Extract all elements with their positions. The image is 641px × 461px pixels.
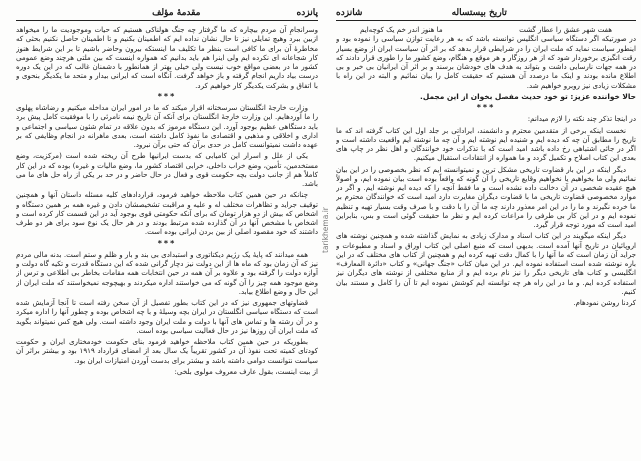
- paragraph: چنانکه در حین همین کتاب ملاحظه خواهید فرمود، قراردادهای کلیه مسئله داستان آنها و همچنین توقیف جراید و تظاهرات مختلف له و علیه و مراقبت تشخیصشان دادن و غیره همه بر همین دستگاه و اشخاص که بیش از دو هزار تومان که برای آنکه حکومتی قوی بوجود آید در این قسمت کار کرده است و اشخاص با مشخص آنها در آن گذارده شده مرتبط بودند و در هر حال یک نوع سود برای هر دو طرف داشتند که خود مقصود اصلی از بین بردن ایرانی بوده است.: [16, 190, 318, 237]
- paragraph: قضاوتهای جمهوری نیز که در این کتاب بطور تفصیل از آن سخن رفته است تا آنجا آزمایش شده است که دستگاه سیاسی انگلستان در ایران بچه وسیلهٔ و با چه اشخاص بوده و چطور آنها را اداره میکرد و در آن رشته ها و تماس های آنها با دولت و ملت ایران وجود داشته است. ولی هیچ کس نمیتواند بگوید که ملت ایران آن روزها نیز در حال فعالیت سیاسی بوده است.: [16, 298, 318, 335]
- bold-line: حالا خواننده عزیز: تو خود حدیث مفصل بخوان از این مجمل.: [420, 91, 636, 101]
- section-separator: ***: [157, 91, 177, 101]
- left-page: [16, 6, 318, 455]
- paragraph: بطوریکه در حین همین کتاب ملاحظه خواهید فرمود بنای حکومت خودمختاری ایران و حکومت کودتای کمیته تحت نفوذ آن در کشور تقریباً یک سال بعد از امضای قرارداد ۱۹۱۹ بود و بیشتر براثر آن سیاست نتوانست دوامی داشته باشد و بیشتر برای بدست آوردن امتیازات ایران بود.: [16, 337, 318, 365]
- paragraph: یکی از علل و اسرار این کامیابی که بدست ایرانیها طرح آن ریخته شده است (مرکزیت، وضع مستخدمین، تأمین، وضع خراب داخلی، خرابی اقتصاد کشور ما، وضع مالیات و غیره) بوده که در این کار کاملاً هم از جانب دولت بچه حکومت قوی و فعال در حال حاضر و در حد بر یکی از راه حل های ما می باشد.: [16, 151, 318, 188]
- poem-verse: [336, 25, 636, 34]
- right-page: [336, 6, 636, 455]
- right-page-title: تاریخ بیستساله: [451, 8, 507, 18]
- right-page-header: [336, 6, 636, 21]
- paragraph: در صورتیکه اگر دستگاه سیاسی انگلیس توانسته باشد که به هر رعایت توازن سیاسی را نموده بود و اینطور سیاست نماید که ملت ایران را در شرایطی قرار بدهد که بر اثر آن سیاست ایران از وضع بسیار رقت انگیزی برخوردار شود که از هر روزگار و هر موقع و هنگام، وضع کشور ما را طوری قرار دادند که در همه جهات نارسایی داشت و بتواند به هدف های خودشان برسند و بر اثر آن ایرانیان بی خبر و بی اطلاع مانده بودند و اینک ما درصدد آن هستیم که حقیقت کامل را بیان نمائیم و البته در این راه با مشکلات زیادی نیز روبرو خواهیم شد.: [336, 34, 636, 90]
- paragraph: نخست اینکه برخی از متقدمین محترم و دانشمند، ایراداتی بر جلد اول این کتاب گرفته اند که ما تاریخ را مطابق آن چه که دیده ایم و شنیده ایم نوشته ایم و آن چه ما نوشته ایم واقعیت داشته است و اگر در جائی اشتباهی رخ داده باشد امید است که با تذکرات خود خوانندگان و اهل نظر در چاپ های بعدی این کتاب اصلاح و تکمیل گردد و ما همواره از انتقادات استقبال میکنیم.: [336, 125, 636, 163]
- right-page-number: شانزده: [336, 8, 363, 18]
- footnote-line: از بیت اینست، بقول عارف معروف مولوی بلخی:: [174, 366, 318, 376]
- section-separator: ***: [476, 103, 496, 112]
- left-page-title: مقدمهٔ مؤلف: [152, 8, 201, 18]
- section-separator: ***: [157, 238, 177, 248]
- verse-hemistich-1: هفت شهر عشق را عطار گشت: [519, 25, 612, 34]
- paragraph: کردنا روشن نمودهام.: [573, 298, 636, 307]
- right-page-body: [336, 25, 636, 307]
- verse-hemistich-2: ما هنوز اندر خم یک کوچه‌ایم: [360, 25, 443, 34]
- paragraph: دیگر اینکه میگویند در این کتاب اسناد و مدارک زیادی به نمایش گذاشته شده و همچنین نوشته های اروپائیان در تاریخ آنها آمده است. بدیهی است که منبع اصلی این کتاب اوراق و اسناد و مطبوعات و جراید آن زمان است که ما آنها را با کمال دقت تهیه کرده ایم و همچنین از کتاب های مختلف که در این باره نوشته شده است استفاده نموده ایم. در این میان کتاب «جنگ جهانی» و کتاب «دائرة المعارف» انگلیسی و کتاب های تاریخی دیگر را نیز نام برده ایم و از منابع مختلفی از نوشته های دیگران نیز استفاده کرده ایم. و ما در این راه هر چه توانسته ایم کوشش نموده ایم تا آن را کامل و مستند بیان کنیم.: [336, 231, 636, 296]
- paragraph: همه میدانند که پایهٔ یک رژیم دیکتاتوری و استبدادی بی بند و بار و ظلم و ستم است. بدنه مالی مردم نیز که آن زمان بود که ماه ها از این دولت نیز دچار گرانی شده که این دستگاه قدرت و تکیه گاه دولت و آوازه دولت را گرفته بود و علاوه بر آن همه در حین انتخابات همه مقامات بخاطر بی اطلاعی و ترس از وضع موجود همه چیز را آن گونه که می خواستند اداره میکردند و بهیچوجه نمیخواستند که ملت ایران از این حال و وضع اطلاع بیابد.: [16, 249, 318, 296]
- paragraph: دیگر اینکه در این بار قضاوت تاریخی مشکل ترین و نمیتوانسته ایم که نظر بخصوصی را در این بیان نمائیم ولی ما بخواهیم یا نخواهیم وقایع تاریخی را آن گونه که واقعاً بوده است بیان نموده ایم، و اصولاً هیچ عقیده شخصی در آن دخالت داده نشده است و ما فقط آنچه را که دیده ایم نوشته ایم. و اگر در موارد مخصوصی قضاوت تاریخی ما با قضاوت دیگران مغایرت دارد امید است که خوانندگان محترم بر ما خرده نگیرند و ما را در این امر معذور دارند چه ما آن را با دقت و با صرف وقت بسیار تهیه و تنظیم نموده ایم و در این کار بی طرفی را مراعات کرده ایم و نظر ما حقیقت گوئی است و بس، بنابراین امید است که مورد توجه قرار گیرد.: [336, 164, 636, 229]
- left-page-body: [16, 25, 318, 376]
- watermark: tarikhema.ir: [321, 207, 330, 253]
- left-page-header: [16, 6, 318, 21]
- paragraph: در اینجا تذکر چند نکته را لازم میدانم:: [527, 114, 636, 124]
- paragraph: وسرانجامِ آن مردم بیچاره که ما گرفتار چه جنگ هولناکی هستیم که حیات وموجودیت ما را میخواهد ازبین ببرد وهیچ تمایلی نیز تا حال نشان نداده ایم که اطمینان بکنیم و تا اطمینان حاصل نکنیم بحثی که مخاطرهٔ آن برای ما کافی است بنظر ما تکلیف ما اینستکه بیرون وحاضر باشیم تا بر این شرایط هنوز کار شجاعانه ای نکرده ایم ولی اینرا هم باید بدانیم که همواره اینست که بین ملتی هرچند وضع عمومی کشور ما در بعضی مواقع خوب نیست ولی خیلی بهتر از همانطور با دشمنان غالب که در این یک دوره درست بیاد داریم انجام گرفته و باز خواهد گرفت. آنگاه است که ایرانی بیدار و متحد ما یکدیگر بنحوی و با اتفاق و بشرکت یکدیگر کار خواهیم کرد.: [16, 25, 318, 90]
- left-page-number: پانزده: [296, 8, 318, 18]
- paragraph: وزارت خارجهٔ انگلستان سرسختانه اقرار میکند که ما در امور ایران مداخله میکنیم و رضاشاه پهلوی را ما آوردهایم. این وزارت خارجهٔ انگلستان برای آنکه آن تاریخ نیمه نامرئی را با موفقیت کامل پیش برد باید دستگاهی عظیم بوجود آورد. این دستگاه مرموز که بدون علاقه در تمام شئون سیاسی و اجتماعی و اداری و اخلاقی و مذهبی و اقتصادی ما نفوذ کامل داشته است، بعدی ماهرانه در انجام وظایفی که بر عهده داشت نمیتوانست کامل در حدی برآن که حتی برآن نبرود.: [16, 103, 318, 149]
